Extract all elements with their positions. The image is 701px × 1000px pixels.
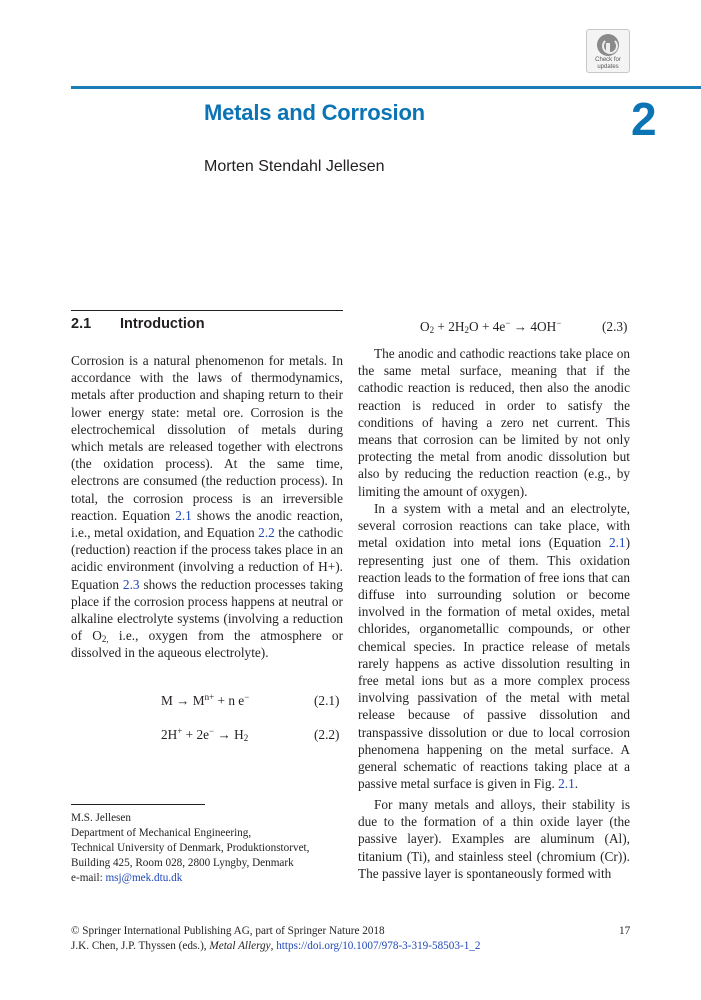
figure-ref-link[interactable]: 2.1 [558, 776, 575, 792]
eq-part: + n e [214, 693, 245, 708]
text-run: shows the anodic reaction, i.e., metal oxidation, and Equation [71, 507, 343, 541]
affiliation-department: Department of Mechanical Engineering, [71, 827, 252, 839]
eq-part: → H [214, 727, 244, 742]
affiliation-university: Technical University of Denmark, Produktionstorvet, [71, 842, 310, 854]
author-affiliation [71, 811, 309, 886]
right-paragraph-3: For many metals and alloys, their stability is due to the formation of a thin oxide layer (the passive layer). Examples are aluminum (Al), titanium (Ti), and stainless steel (chromium (Cr)). The passive layer is spontaneously formed with [358, 797, 630, 881]
text-run: . [574, 776, 579, 792]
superscript: − [209, 726, 215, 736]
chapter-title: Metals and Corrosion [204, 100, 425, 125]
equation-ref-link[interactable]: 2.1 [175, 507, 192, 523]
equation-number: (2.2) [314, 727, 340, 742]
eq-part: + 2H [434, 319, 465, 334]
affiliation-name: M.S. Jellesen [71, 812, 131, 824]
equation-ref-link[interactable]: 2.3 [122, 576, 140, 592]
section-title: Introduction [120, 316, 205, 332]
section-heading [71, 316, 205, 332]
section-rule [71, 310, 343, 311]
left-paragraph [71, 352, 343, 662]
text-run: In a system with a metal and an electrolyte, several corrosion reactions can take place, with metal oxidation into metal ions (Equation [358, 501, 630, 551]
eq-part: O + 4e [469, 319, 506, 334]
equation-2-3 [420, 318, 561, 335]
superscript: n+ [204, 692, 215, 702]
affiliation-email-line [71, 871, 309, 886]
badge-label: Check for updates [595, 57, 621, 70]
copyright-line: © Springer International Publishing AG, part of Springer Nature 2018 [71, 925, 385, 937]
equation-ref-link[interactable]: 2.2 [258, 525, 275, 541]
subscript: 2 [429, 325, 435, 335]
eq-part: O [420, 319, 430, 334]
equation-number: (2.1) [314, 693, 340, 708]
superscript: − [505, 318, 511, 328]
eq-part: + 2e [182, 727, 210, 742]
text-run: the cathodic (reduction) reaction if the process takes place in an acidic environment (involving a reduction of H+). Equation [71, 525, 344, 592]
superscript: − [556, 318, 562, 328]
crossmark-icon [597, 34, 619, 56]
affiliation-address: Building 425, Room 028, 2800 Lyngby, Denmark [71, 857, 294, 869]
check-for-updates-badge[interactable] [586, 29, 630, 73]
superscript: + [177, 726, 183, 736]
subscript: 2 [243, 733, 249, 743]
superscript: − [244, 692, 250, 702]
eq-part: M → M [161, 693, 205, 708]
citation-line [71, 939, 631, 954]
citation-editors: J.K. Chen, J.P. Thyssen (eds.), [71, 940, 210, 952]
chapter-number: 2 [631, 93, 657, 145]
book-title: Metal Allergy [209, 940, 271, 952]
equation-2-1 [161, 692, 249, 709]
chapter-author: Morten Stendahl Jellesen [204, 158, 385, 175]
citation-separator: , [270, 940, 277, 952]
text-run: Corrosion is a natural phenomenon for metals. In accordance with the laws of thermodynamics, metals after production and shaping return to their lower energy state: metal ore. Corrosion is the electrochemical dissolution of metals during which metals are released together with electrons (the oxidation process). At the same time, electrons are consumed (the reduction process). In total, the corrosion process is an irreversible reaction. Equation [71, 353, 343, 523]
equation-2-2 [161, 726, 248, 743]
text-run: ) representing just one of them. This oxidation reaction leads to the formation of free ions that can diffuse into surrounding solution or become involved in the formation of metal oxides, metal chlorides, organometallic compounds, or other chemical species. In practice release of metals rarely happens as active dissolution resulting in free metal ions but as a more complex process involving passivation of the metal with metal release because of passive dissolution and transpassive dissolution or due to local corrosion phenomena happening on the metal surface. A general schematic of reactions taking place at a passive metal surface is given in Fig. [358, 535, 630, 792]
equation-ref-link[interactable]: 2.1 [608, 535, 626, 551]
page-footer [71, 924, 631, 954]
right-paragraph-1: The anodic and cathodic reactions take place on the same metal surface, meaning that if the cathodic reaction is reduced, then also the anodic reaction is reduced in order to satisfy the conditions of having a zero net current. This means that corrosion can be limited by not only protecting the metal from anodic dissolution but also by reducing the reduction reaction (e.g., by limiting the amount of oxygen). [358, 346, 630, 499]
doi-link[interactable]: https://doi.org/10.1007/978-3-319-58503-1_2 [276, 940, 481, 952]
text-run: shows the reduction processes taking place if the corrosion process happens at neutral or alkaline electrolyte systems (involving a reduction of O [71, 576, 343, 644]
right-paragraph-2 [358, 500, 630, 792]
header-rule [71, 86, 701, 89]
footnote-rule [71, 804, 205, 805]
text-run: i.e., oxygen from the atmosphere or dissolved in the aqueous electrolyte). [71, 628, 343, 661]
email-link[interactable]: msj@mek.dtu.dk [105, 872, 183, 884]
eq-part: 2H [161, 727, 178, 742]
email-label: e-mail: [71, 872, 106, 884]
equation-number: (2.3) [602, 319, 628, 334]
eq-part: → 4OH [510, 319, 557, 334]
subscript: 2, [101, 634, 109, 645]
subscript: 2 [464, 325, 470, 335]
section-number: 2.1 [71, 316, 92, 332]
page-number: 17 [619, 925, 631, 937]
